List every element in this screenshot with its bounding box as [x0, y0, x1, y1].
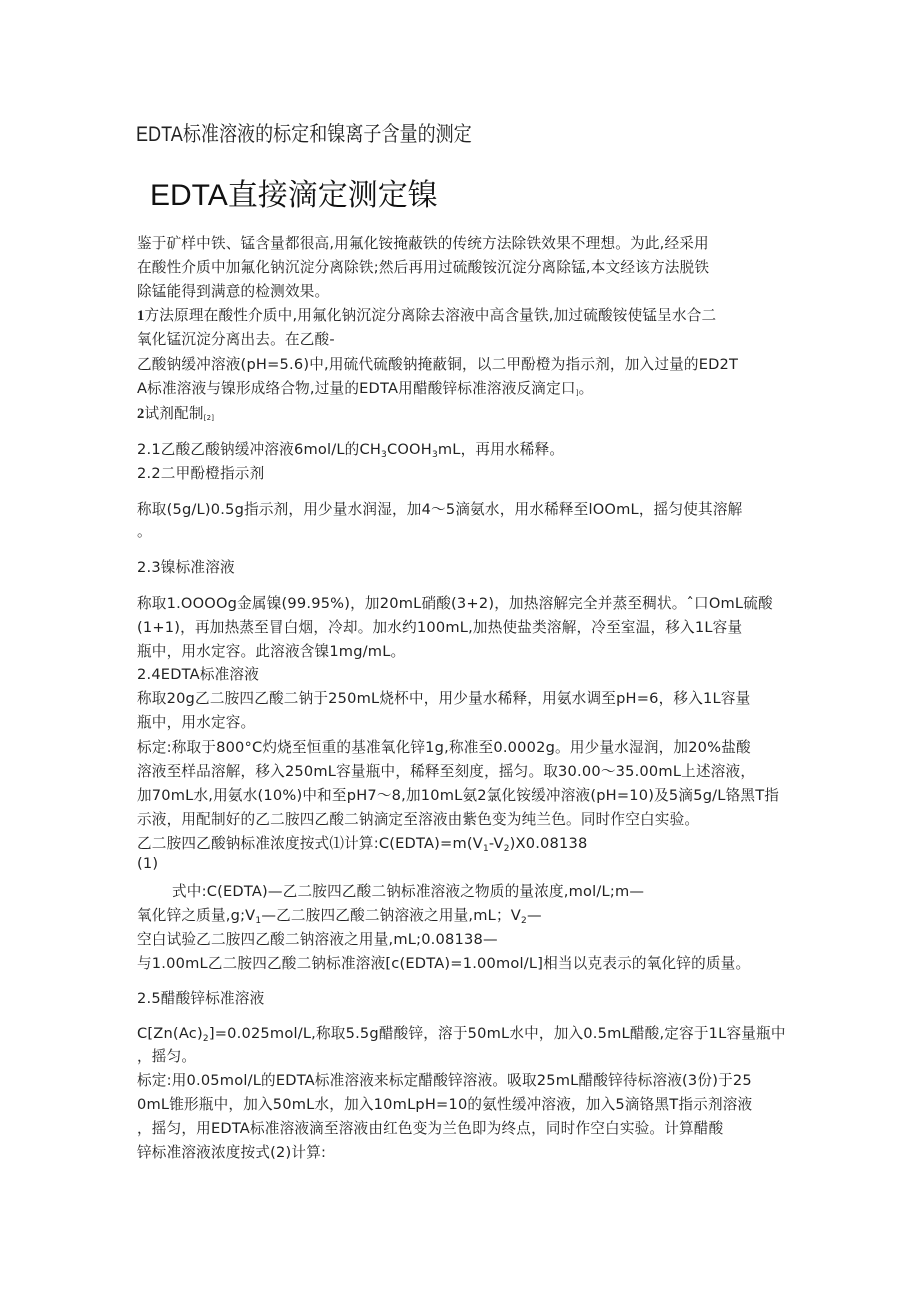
where-sub: 2	[521, 916, 527, 926]
section-2-5-line-5: ，摇匀，用EDTA标准溶液滴至溶液由红色变为兰色即为终点，同时作空白实验。计算醋酸	[137, 1120, 724, 1137]
where-line-2	[137, 906, 542, 926]
section-2-4-line-6: 示液，用配制好的乙二胺四乙酸二钠滴定至溶液由紫色变为纯兰色。同时作空白实验。	[137, 811, 700, 828]
section-1-line-4	[137, 379, 593, 403]
section-2-4-line-2: 瓶中，用水定容。	[137, 714, 256, 731]
where-sub: 1	[255, 916, 262, 926]
section-2-5-line-1	[137, 1024, 786, 1044]
section-2-5-heading: 2.5醋酸锌标准溶液	[137, 990, 265, 1007]
section-2-5-line-4: 0mL锥形瓶中，加入50mL水，加入10mLpH=10的氨性缓冲溶液，加入5滴铬黑T指示剂溶液	[137, 1096, 753, 1113]
formula-text: -V	[488, 835, 504, 852]
formula-sub: 1	[482, 844, 489, 854]
where-line-1: 式中:C(EDTA)—乙二胺四乙酸二钠标准溶液之物质的量浓度,mol/L;m—	[172, 883, 645, 900]
section-2-4-line-5: 加70mL水,用氨水(10%)中和至pH7～8,加10mL氨2氯化铵缓冲溶液(pH=10)及5滴5g/L铬黑T指	[137, 787, 780, 804]
s21-suffix: mL，再用水稀释。	[437, 441, 565, 458]
s25-text: ]=0.025mol/L,称取5.5g醋酸锌，溶于50mL水中，加入0.5mL醋酸,定容于1L容量瓶中	[208, 1025, 786, 1042]
section-2-2-heading: 2.2二甲酚橙指示剂	[137, 465, 265, 482]
intro-line-3: 除锰能得到满意的检测效果。	[137, 283, 330, 300]
formula-1	[137, 834, 587, 854]
section-2-2-line-1: 称取(5g/L)0.5g指示剂，用少量水润湿，加4～5滴氨水，用水稀释至lOOmL，摇匀使其溶解	[137, 501, 743, 518]
s21-sub: 3	[381, 450, 387, 460]
document-subtitle: EDTA直接滴定测定镍	[150, 179, 438, 212]
citation-marker: [2]	[203, 414, 215, 422]
s25-text: C[Zn(Ac)	[137, 1025, 203, 1042]
where-line-4: 与1.00mL乙二胺四乙酸二钠标准溶液[c(EDTA)=1.00mol/L]相当以克表示的氧化锌的质量。	[137, 955, 751, 972]
section-2-5-line-6: 锌标准溶液浓度按式(2)计算:	[137, 1144, 327, 1161]
s21-sub: 3	[431, 450, 438, 460]
section-2-2-line-2: 。	[137, 523, 152, 540]
section-2-5-line-3: 标定:用0.05mol/L的EDTA标准溶液来标定醋酸锌溶液。吸取25mL醋酸锌待标溶液(3份)于25	[137, 1072, 752, 1089]
s25-sub: 2	[202, 1034, 209, 1044]
section-1-line-2: 氧化锰沉淀分离出去。在乙酸-	[137, 331, 335, 348]
section-2-heading	[137, 404, 214, 428]
where-text: —乙二胺四乙酸二钠溶液之用量,mL；V	[261, 907, 521, 924]
s21-prefix: 2.1乙酸乙酸钠缓冲溶液6mol/L的CH	[137, 441, 382, 458]
period: 。	[578, 380, 594, 397]
section-2-4-line-3: 标定:称取于800°C灼烧至恒重的基准氧化锌1g,称准至0.0002g。用少量水湿润，加20%盐酸	[137, 739, 751, 756]
document-title: EDTA标准溶液的标定和镍离子含量的测定	[136, 123, 472, 146]
section-2-3-line-3: 瓶中，用水定容。此溶液含镍1mg/mL。	[137, 643, 406, 660]
formula-text: )X0.08138	[509, 835, 588, 852]
section-1-number: 1	[137, 308, 145, 324]
section-1-line-1	[137, 306, 716, 326]
section-2-4-line-4: 溶液至样品溶解，移入250mL容量瓶中，稀释至刻度，摇匀。取30.00～35.00mL上述溶液，	[137, 763, 756, 780]
section-2-title: 试剂配制	[144, 405, 204, 422]
section-2-5-line-2: ，摇匀。	[137, 1048, 197, 1065]
where-line-3: 空白试验乙二胺四乙酸二钠溶液之用量,mL;0.08138—	[137, 931, 498, 948]
section-2-3-heading: 2.3镍标准溶液	[137, 559, 235, 576]
formula-text: 乙二胺四乙酸钠标准浓度按式⑴计算:C(EDTA)=m(V	[137, 835, 483, 852]
section-1-line-4-text: A标准溶液与镍形成络合物,过量的EDTA用醋酸锌标准溶液反滴定口	[137, 380, 576, 397]
section-2-4-heading: 2.4EDTA标准溶液	[137, 666, 260, 683]
formula-number: (1)	[137, 855, 159, 872]
where-text: —	[526, 907, 542, 924]
formula-sub: 2	[503, 844, 510, 854]
section-2-number: 2	[137, 406, 145, 422]
intro-line-1: 鉴于矿样中铁、锰含量都很高,用氟化铵掩蔽铁的传统方法除铁效果不理想。为此,经采用	[137, 235, 709, 252]
intro-line-2: 在酸性介质中加氟化钠沉淀分离除铁;然后再用过硫酸铵沉淀分离除锰,本文经该方法脱铁	[137, 259, 710, 276]
s21-mid: COOH	[386, 441, 432, 458]
section-1-line-3: 乙酸钠缓冲溶液(pH=5.6)中,用硫代硫酸钠掩蔽铜，以二甲酚橙为指示剂，加入过量的ED2T	[137, 356, 739, 373]
section-2-4-line-1: 称取20g乙二胺四乙酸二钠于250mL烧杯中，用少量水稀释，用氨水调至pH=6，移入1L容量	[137, 690, 751, 707]
citation-marker: ]	[575, 389, 579, 397]
section-2-1	[137, 440, 564, 460]
where-text: 氧化锌之质量,g;V	[137, 907, 256, 924]
section-2-3-line-1: 称取1.OOOOg金属镍(99.95%)，加20mL硝酸(3+2)，加热溶解完全并蒸至稠状。ˆ口OmL硫酸	[137, 595, 773, 612]
section-1-text: 方法原理在酸性介质中,用氟化钠沉淀分离除去溶液中高含量铁,加过硫酸铵使锰呈水合二	[144, 307, 717, 324]
section-2-3-line-2: (1+1)，再加热蒸至冒白烟，冷却。加水约100mL,加热使盐类溶解，冷至室温，移入1L容量	[137, 619, 743, 636]
